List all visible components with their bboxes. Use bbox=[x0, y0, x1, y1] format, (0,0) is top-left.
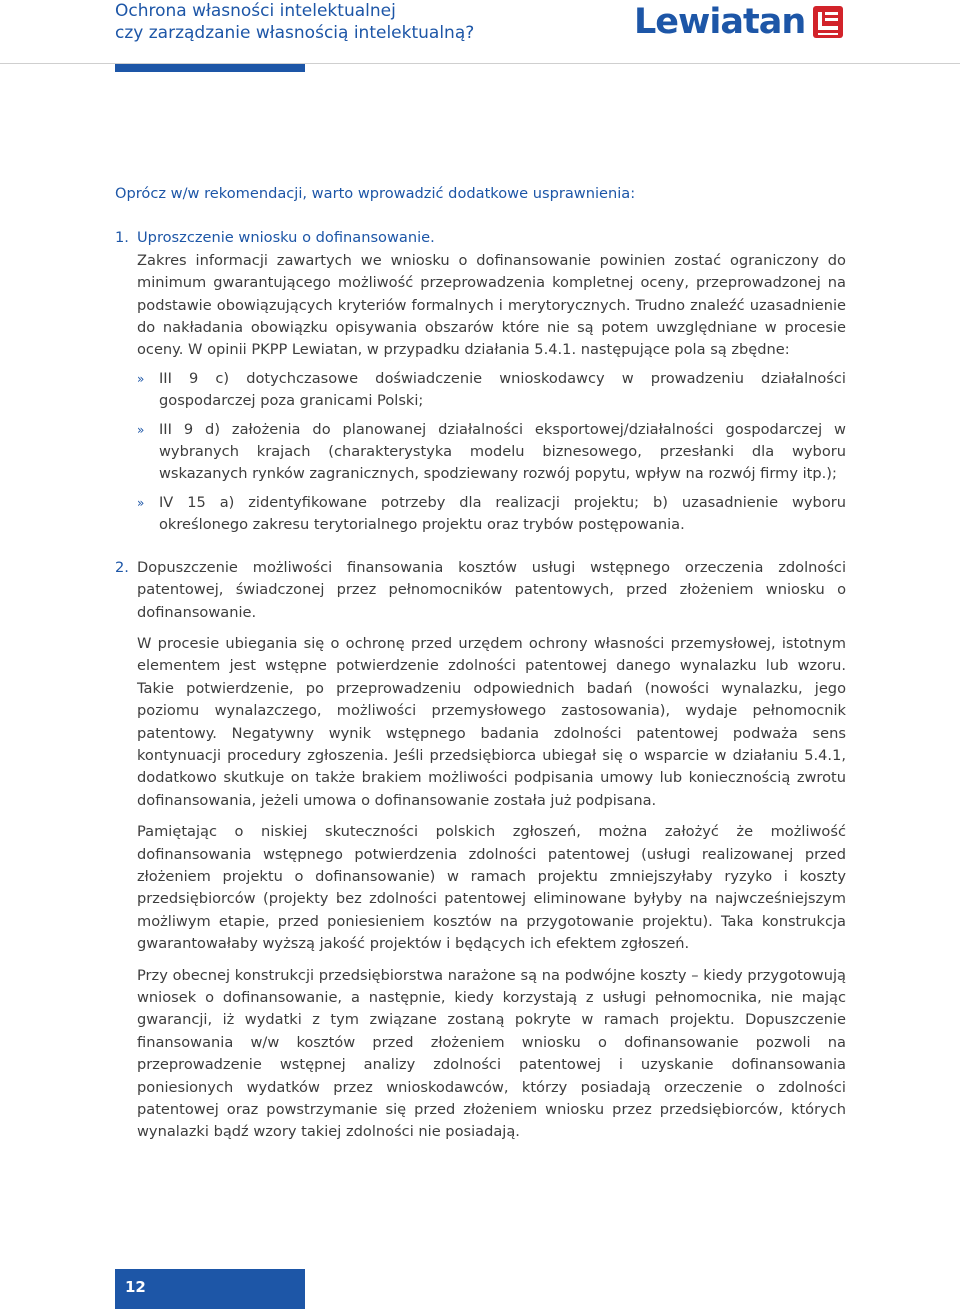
page-number: 12 bbox=[125, 1278, 146, 1296]
item-paragraph: Przy obecnej konstrukcji przedsiębiorstwa narażone są na podwójne koszty – kiedy przygotowują wniosek o dofinansowanie, a następnie, kiedy korzystają z usługi pełnomocnika, nie mając gwarancji, iż wydatki z tym związane zostaną pokryte w ramach projektu. Dopuszczenie finansowania w/w kosztów przed złożeniem wniosku o dofinansowanie pozwoli na przeprowadzenie wstępnej analizy zdolności patentowej i uzyskanie dofinansowania poniesionych wydatków przez wnioskodawców, którzy posiadają orzeczenie o zdolności patentowej oraz powstrzymanie się przed złożeniem wniosku przez przedsiębiorców, których wynalazki bądź wzory takiej zdolności nie posiadają. bbox=[137, 966, 846, 1141]
bullet-icon: » bbox=[137, 371, 145, 386]
item-paragraph: Pamiętając o niskiej skuteczności polskich zgłoszeń, można założyć że możliwość dofinansowania wstępnego potwierdzenia zdolności patentowej (usługi realizowanej przed złożeniem projektu o dofinansowanie) w ramach projektu zmniejszyłaby ryzyko i koszty przedsiębiorców (projekty bez zdolności patentowej eliminowane byłyby na najwcześniejszym możliwym etapie, przed poniesieniem kosztów na przygotowanie projektu). Taka konstrukcja gwarantowałaby wyższą jakość projektów i będących ich efektem zgłoszeń. bbox=[137, 823, 846, 953]
item-title: Uproszczenie wniosku o dofinansowanie. bbox=[137, 229, 435, 247]
item-number: 2. bbox=[115, 558, 129, 576]
header-title-line1: Ochrona własności intelektualnej bbox=[115, 1, 396, 21]
item-number: 1. bbox=[115, 229, 129, 247]
intro-paragraph: Oprócz w/w rekomendacji, warto wprowadzić dodatkowe usprawnienia: bbox=[115, 185, 636, 202]
item-paragraph: Zakres informacji zawartych we wniosku o dofinansowanie powinien zostać ograniczony do minimum gwarantującego możliwość przeprowadzenia kompletnej oceny, przeprowadzonej na podstawie obowiązujących kryteriów formalnych i merytorycznych. Trudno znaleźć uzasadnienie do nakładania obowiązku opisywania obszarów które nie są potem uwzględniane w procesie oceny. W opinii PKPP Lewiatan, w przypadku działania 5.4.1. następujące pola są zbędne: bbox=[137, 251, 846, 359]
list-item-1 bbox=[115, 227, 846, 536]
lewiatan-logo bbox=[634, 2, 843, 42]
bullet-text: III 9 c) dotychczasowe doświadczenie wnioskodawcy w prowadzeniu działalności gospodarczej poza granicami Polski; bbox=[159, 369, 846, 410]
bullet-item bbox=[137, 419, 846, 486]
bullet-text: III 9 d) założenia do planowanej działalności eksportowej/działalności gospodarczej w wybranych krajach (charakterystyka modelu biznesowego, przesłanki dla wyboru wskazanych rynków zagranicznych, spodziewany rozwój popytu, wpływ na rozwój firmy itp.); bbox=[159, 420, 846, 483]
bullet-icon: » bbox=[137, 495, 145, 510]
bullet-item bbox=[137, 368, 846, 413]
page-number-box bbox=[115, 1269, 305, 1309]
bullet-text: IV 15 a) zidentyfikowane potrzeby dla realizacji projektu; b) uzasadnienie wyboru określonego zakresu terytorialnego projektu oraz trybów postępowania. bbox=[159, 493, 846, 534]
item-title: Dopuszczenie możliwości finansowania kosztów usługi wstępnego orzeczenia zdolności patentowej, świadczonej przez pełnomocników patentowych, przed złożeniem wniosku o dofinansowanie. bbox=[137, 558, 846, 621]
bullet-icon: » bbox=[137, 422, 145, 437]
bullet-list bbox=[137, 368, 846, 537]
bullet-item bbox=[137, 492, 846, 537]
logo-text: Lewiatan bbox=[634, 2, 806, 42]
header-accent-bar bbox=[115, 64, 305, 72]
list-item-2 bbox=[115, 557, 846, 1144]
item-paragraph: W procesie ubiegania się o ochronę przed urzędem ochrony własności przemysłowej, istotnym elementem jest wstępne potwierdzenie zdolności patentowej danego wynalazku lub wzoru. Takie potwierdzenie, po przeprowadzeniu odpowiednich badań (nowości wynalazku, jego poziomu wynalazczego, możliwości przemysłowego zastosowania), wydaje pełnomocnik patentowy. Negatywny wynik wstępnego badania zdolności patentowej podważa sens kontynuacji procedury zgłoszenia. Jeśli przedsiębiorca ubiegał się o wsparcie w działaniu 5.4.1, dodatkowo skutkuje on także brakiem możliwości podpisania umowy lub koniecznością zwrotu dofinansowania, jeżeli umowa o dofinansowanie została już podpisana. bbox=[137, 634, 846, 809]
logo-mark-icon bbox=[813, 6, 843, 38]
header-title-line2: czy zarządzanie własnością intelektualną? bbox=[115, 23, 475, 43]
running-header bbox=[115, 0, 615, 44]
document-body bbox=[115, 183, 846, 1144]
